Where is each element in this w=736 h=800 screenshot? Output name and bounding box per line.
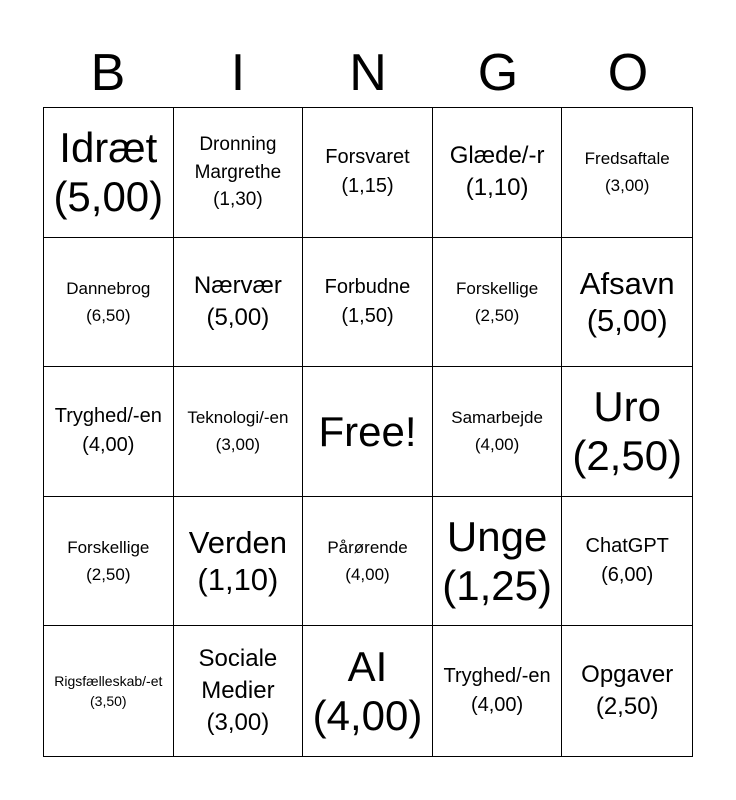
bingo-cell-r5-c2[interactable] — [174, 626, 304, 756]
cell-label: Opgaver (2,50) — [581, 660, 674, 721]
cell-label: Forskellige (2,50) — [67, 537, 150, 585]
cell-label: Tryghed/-en (4,00) — [54, 405, 162, 457]
bingo-cell-r5-c1[interactable] — [44, 626, 174, 756]
cell-label: Nærvær (5,00) — [193, 271, 282, 331]
bingo-cell-r3-c5[interactable] — [562, 367, 692, 497]
bingo-cell-r2-c2[interactable] — [174, 238, 304, 368]
bingo-cell-r4-c1[interactable] — [44, 497, 174, 627]
bingo-cell-r3-c1[interactable] — [44, 367, 174, 497]
bingo-cell-r5-c4[interactable] — [433, 626, 563, 756]
free-space-label: Free! — [318, 407, 417, 455]
cell-label: Forbudne (1,50) — [324, 275, 411, 327]
header-letter-i: I — [230, 44, 246, 102]
bingo-grid — [43, 107, 693, 757]
bingo-cell-r4-c3[interactable] — [303, 497, 433, 627]
bingo-cell-r5-c3[interactable] — [303, 626, 433, 756]
bingo-cell-r1-c2[interactable] — [174, 108, 304, 238]
bingo-cell-r5-c5[interactable] — [562, 626, 692, 756]
cell-label: Glæde/-r (1,10) — [449, 141, 545, 202]
header-letter-n: N — [349, 44, 387, 102]
bingo-cell-r2-c5[interactable] — [562, 238, 692, 368]
cell-label: Teknologi/-en (3,00) — [187, 408, 289, 455]
cell-label: Idræt (5,00) — [53, 123, 164, 221]
cell-label: AI (4,00) — [312, 642, 423, 740]
header-letter-o: O — [607, 44, 649, 102]
header-letter-b: B — [90, 44, 126, 102]
cell-label: Fredsaftale (3,00) — [584, 149, 670, 196]
bingo-cell-r1-c4[interactable] — [433, 108, 563, 238]
bingo-cell-r4-c2[interactable] — [174, 497, 304, 627]
cell-label: Unge (1,25) — [442, 512, 552, 610]
bingo-cell-r2-c3[interactable] — [303, 238, 433, 368]
cell-label: ChatGPT (6,00) — [585, 535, 669, 587]
bingo-cell-r1-c1[interactable] — [44, 108, 174, 238]
bingo-cell-r3-c2[interactable] — [174, 367, 304, 497]
bingo-cell-r4-c5[interactable] — [562, 497, 692, 627]
bingo-cell-r1-c5[interactable] — [562, 108, 692, 238]
cell-label: Dronning Margrethe (1,30) — [194, 133, 282, 211]
cell-label: Forskellige (2,50) — [455, 278, 539, 325]
bingo-header — [43, 40, 693, 106]
bingo-cell-r3-c3-free[interactable] — [303, 367, 433, 497]
bingo-cell-r2-c1[interactable] — [44, 238, 174, 368]
bingo-cell-r3-c4[interactable] — [433, 367, 563, 497]
cell-label: Rigsfælleskab/-et (3,50) — [54, 672, 163, 710]
cell-label: Forsvaret (1,15) — [325, 146, 410, 198]
cell-label: Samarbejde (4,00) — [451, 408, 543, 455]
header-letter-g: G — [477, 44, 519, 102]
cell-label: Dannebrog (6,50) — [66, 278, 151, 325]
cell-label: Verden (1,10) — [188, 524, 288, 598]
bingo-cell-r1-c3[interactable] — [303, 108, 433, 238]
cell-label: Tryghed/-en (4,00) — [443, 665, 551, 717]
cell-label: Afsavn (5,00) — [579, 265, 675, 338]
cell-label: Pårørende (4,00) — [327, 537, 408, 585]
bingo-cell-r4-c4[interactable] — [433, 497, 563, 627]
cell-label: Sociale Medier (3,00) — [198, 644, 278, 737]
bingo-cell-r2-c4[interactable] — [433, 238, 563, 368]
cell-label: Uro (2,50) — [572, 382, 683, 480]
